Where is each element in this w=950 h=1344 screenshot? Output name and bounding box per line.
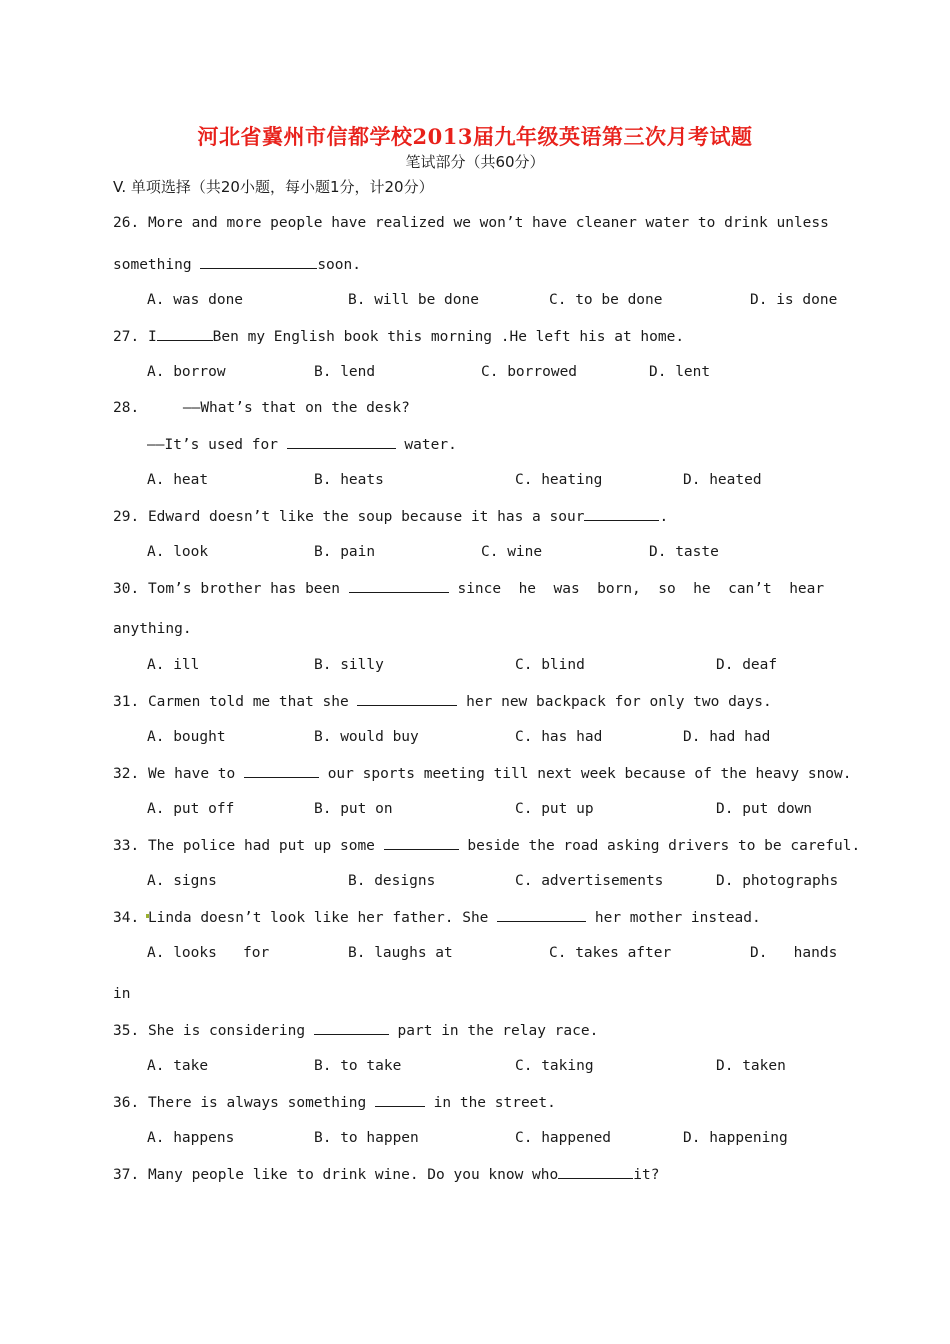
option-b: B. put on [314,801,393,817]
option-b: B. to happen [314,1130,419,1146]
section-heading: V. 单项选择（共20小题，每小题1分，计20分） [113,178,434,196]
option-c: C. borrowed [481,364,578,380]
option-c: C. to be done [549,292,663,308]
question-37: 37. Many people like to drink wine. Do you know who it? [113,1164,659,1185]
option-b: B. to take [314,1058,402,1074]
answer-blank [357,691,457,706]
option-a: A. ill [147,657,200,673]
option-d: D. deaf [716,657,778,673]
option-c: C. takes after [549,945,672,961]
option-a: A. put off [147,801,235,817]
page-subtitle: 笔试部分（共60分） [405,153,545,171]
question-27: 27. I Ben my English book this morning .He left his at home. [113,326,684,347]
question-26: 26. More and more people have realized we won’t have cleaner water to drink unless [113,215,829,231]
option-c: C. happened [515,1130,612,1146]
question-30: 30. Tom’s brother has been since he was born, so he can’t hear [113,578,824,599]
option-d: D. happening [683,1130,788,1146]
question-33: 33. The police had put up some beside the road asking drivers to be careful. [113,835,860,856]
option-d: D. taste [649,544,719,560]
question-31: 31. Carmen told me that she her new backpack for only two days. [113,691,772,712]
answer-blank [287,434,396,449]
answer-blank [314,1020,389,1035]
answer-blank [375,1092,425,1107]
option-a: A. look [147,544,209,560]
option-b: B. would buy [314,729,419,745]
answer-blank [384,835,459,850]
option-d: D. heated [683,472,762,488]
option-a: A. happens [147,1130,235,1146]
question-36: 36. There is always something in the street. [113,1092,556,1113]
option-b: B. lend [314,364,376,380]
question-32: 32. We have to our sports meeting till next week because of the heavy snow. [113,763,851,784]
question-28: 28. ——What’s that on the desk? [113,400,410,416]
option-c: C. has had [515,729,603,745]
answer-blank [584,506,659,521]
option-b: B. laughs at [348,945,453,961]
option-d: D. is done [750,292,838,308]
option-c: C. advertisements [515,873,664,889]
answer-blank [157,326,213,341]
option-d: D. taken [716,1058,786,1074]
option-d-cont: in [113,986,131,1002]
question-29: 29. Edward doesn’t like the soup because it has a sour . [113,506,668,527]
option-d: D. hands [750,945,838,961]
page-title: 河北省冀州市信都学校2013届九年级英语第三次月考试题 [197,124,753,149]
option-d: D. photographs [716,873,839,889]
answer-blank [497,907,586,922]
option-c: C. heating [515,472,603,488]
option-a: A. signs [147,873,217,889]
answer-blank [558,1164,633,1179]
option-c: C. blind [515,657,585,673]
answer-blank [200,254,317,269]
option-d: D. lent [649,364,711,380]
option-a: A. looks for [147,945,270,961]
question-35: 35. She is considering part in the relay race. [113,1020,598,1041]
question-28-cont: ——It’s used for water. [147,434,457,455]
question-26-cont: something soon. [113,254,361,275]
option-c: C. wine [481,544,543,560]
option-b: B. designs [348,873,436,889]
option-a: A. borrow [147,364,226,380]
option-a: A. take [147,1058,209,1074]
option-b: B. silly [314,657,384,673]
option-c: C. taking [515,1058,594,1074]
question-30-cont: anything. [113,621,192,637]
option-b: B. will be done [348,292,479,308]
option-b: B. heats [314,472,384,488]
answer-blank [349,578,449,593]
question-34: 34. Linda doesn’t look like her father. She her mother instead. [113,907,761,928]
option-a: A. was done [147,292,244,308]
option-a: A. bought [147,729,226,745]
option-a: A. heat [147,472,209,488]
answer-blank [244,763,319,778]
option-d: D. put down [716,801,813,817]
option-b: B. pain [314,544,376,560]
option-d: D. had had [683,729,771,745]
option-c: C. put up [515,801,594,817]
